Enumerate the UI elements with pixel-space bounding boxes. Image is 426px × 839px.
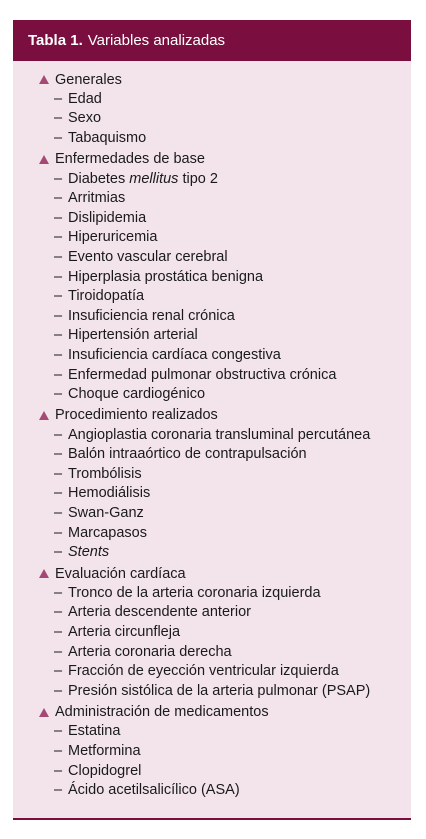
list-item-text: Dislipidemia	[68, 209, 147, 226]
list-item-text: Hipertensión arterial	[68, 327, 198, 344]
list-item	[54, 583, 411, 603]
dash-bullet-icon: –	[54, 643, 63, 660]
triangle-bullet-icon	[39, 411, 49, 420]
list-item-text: Ácido acetilsalicílico (ASA)	[68, 782, 240, 799]
dash-bullet-icon: –	[54, 524, 63, 541]
dash-bullet-icon: –	[54, 229, 63, 246]
list-item	[54, 384, 411, 404]
list-item	[54, 89, 411, 109]
list-item	[54, 464, 411, 484]
dash-bullet-icon: –	[54, 743, 63, 760]
dash-bullet-icon: –	[54, 170, 63, 187]
section-title-text: Generales	[55, 71, 122, 88]
section	[13, 564, 411, 701]
section-title	[39, 150, 411, 169]
list-item-text: Enfermedad pulmonar obstructiva crónica	[68, 366, 337, 383]
list-item	[54, 780, 411, 800]
list-item-text: Choque cardiogénico	[68, 386, 206, 403]
list-item-text: Presión sistólica de la arteria pulmonar (PSAP)	[68, 682, 371, 699]
list-item-text: Insuficiencia cardíaca congestiva	[68, 346, 281, 363]
section-title-text: Enfermedades de base	[55, 151, 205, 168]
dash-bullet-icon: –	[54, 386, 63, 403]
table-title: Variables analizadas	[87, 32, 226, 49]
list-item	[54, 109, 411, 129]
list-item-text: Diabetes mellitus tipo 2	[68, 170, 218, 187]
section-title-text: Evaluación cardíaca	[55, 565, 186, 582]
list-item-text: Metformina	[68, 743, 141, 760]
triangle-bullet-icon	[39, 569, 49, 578]
dash-bullet-icon: –	[54, 366, 63, 383]
list-item	[54, 761, 411, 781]
triangle-bullet-icon	[39, 708, 49, 717]
bottom-rule	[13, 818, 411, 820]
dash-bullet-icon: –	[54, 129, 63, 146]
list-item	[54, 188, 411, 208]
list-item	[54, 681, 411, 701]
table-label: Tabla 1.	[28, 32, 83, 49]
triangle-bullet-icon	[39, 75, 49, 84]
dash-bullet-icon: –	[54, 624, 63, 641]
dash-bullet-icon: –	[54, 248, 63, 265]
list-item	[54, 306, 411, 326]
list-item-text: Sexo	[68, 110, 102, 127]
list-item-text: Arritmias	[68, 190, 126, 207]
list-item-text: Arteria coronaria derecha	[68, 643, 232, 660]
dash-bullet-icon: –	[54, 209, 63, 226]
dash-bullet-icon: –	[54, 782, 63, 799]
list-item	[54, 128, 411, 148]
section-title-text: Procedimiento realizados	[55, 407, 218, 424]
list-item-text: Stents	[68, 544, 110, 561]
table-content	[13, 61, 411, 800]
list-item-text: Marcapasos	[68, 524, 147, 541]
list-item	[54, 267, 411, 287]
list-item	[54, 445, 411, 465]
list-item	[54, 722, 411, 742]
list-item	[54, 603, 411, 623]
dash-bullet-icon: –	[54, 505, 63, 522]
list-item	[54, 365, 411, 385]
triangle-bullet-icon	[39, 155, 49, 164]
list-item	[54, 484, 411, 504]
dash-bullet-icon: –	[54, 426, 63, 443]
list-item-text: Trombólisis	[68, 465, 142, 482]
list-item	[54, 542, 411, 562]
dash-bullet-icon: –	[54, 288, 63, 305]
list-item-text: Tabaquismo	[68, 129, 147, 146]
list-item-text: Hiperplasia prostática benigna	[68, 268, 264, 285]
list-item	[54, 208, 411, 228]
dash-bullet-icon: –	[54, 682, 63, 699]
list-item	[54, 247, 411, 267]
list-item-text: Fracción de eyección ventricular izquierda	[68, 663, 339, 680]
list-item-text: Swan-Ganz	[68, 505, 144, 522]
list-item-text: Angioplastia coronaria transluminal percutánea	[68, 426, 371, 443]
list-item	[54, 286, 411, 306]
list-item-text: Tronco de la arteria coronaria izquierda	[68, 584, 321, 601]
list-item-text: Arteria circunfleja	[68, 624, 181, 641]
list-item-text: Evento vascular cerebral	[68, 248, 228, 265]
dash-bullet-icon: –	[54, 190, 63, 207]
dash-bullet-icon: –	[54, 346, 63, 363]
list-item-text: Estatina	[68, 723, 121, 740]
list-item-text: Tiroidopatía	[68, 288, 145, 305]
section-title	[39, 703, 411, 722]
list-item-text: Edad	[68, 90, 102, 107]
list-item	[54, 622, 411, 642]
section	[13, 703, 411, 800]
list-item-text: Arteria descendente anterior	[68, 604, 251, 621]
dash-bullet-icon: –	[54, 723, 63, 740]
list-item	[54, 661, 411, 681]
dash-bullet-icon: –	[54, 485, 63, 502]
section-title	[39, 406, 411, 425]
list-item-text: Clopidogrel	[68, 762, 142, 779]
dash-bullet-icon: –	[54, 584, 63, 601]
list-item-text: Insuficiencia renal crónica	[68, 307, 235, 324]
section	[13, 406, 411, 562]
section-title	[39, 70, 411, 89]
list-item-text: Hiperuricemia	[68, 229, 158, 246]
list-item	[54, 523, 411, 543]
list-item	[54, 326, 411, 346]
dash-bullet-icon: –	[54, 307, 63, 324]
dash-bullet-icon: –	[54, 110, 63, 127]
dash-bullet-icon: –	[54, 327, 63, 344]
list-item	[54, 503, 411, 523]
dash-bullet-icon: –	[54, 90, 63, 107]
list-item	[54, 741, 411, 761]
dash-bullet-icon: –	[54, 762, 63, 779]
section-title-text: Administración de medicamentos	[55, 704, 269, 721]
table-header	[13, 20, 411, 61]
section-title	[39, 564, 411, 583]
dash-bullet-icon: –	[54, 465, 63, 482]
list-item-text: Hemodiálisis	[68, 485, 151, 502]
dash-bullet-icon: –	[54, 544, 63, 561]
list-item	[54, 345, 411, 365]
list-item	[54, 169, 411, 189]
list-item	[54, 642, 411, 662]
table-box	[13, 20, 411, 818]
list-item-text: Balón intraaórtico de contrapulsación	[68, 446, 307, 463]
section	[13, 70, 411, 148]
list-item	[54, 228, 411, 248]
section	[13, 150, 411, 404]
dash-bullet-icon: –	[54, 268, 63, 285]
dash-bullet-icon: –	[54, 663, 63, 680]
list-item	[54, 425, 411, 445]
dash-bullet-icon: –	[54, 604, 63, 621]
dash-bullet-icon: –	[54, 446, 63, 463]
